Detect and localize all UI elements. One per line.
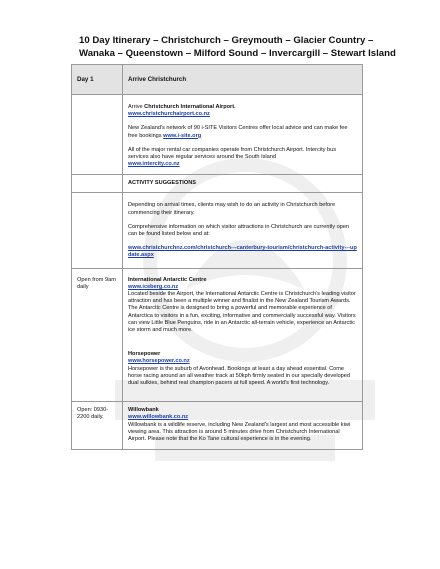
activity-heading: ACTIVITY SUGGESTIONS <box>123 175 363 193</box>
isite-link[interactable]: www.i-site.org <box>163 132 202 139</box>
activity-update-link[interactable]: www.christchurchnz.com/christchurch---canterbury-tourism/christchurch-activity---update.aspx <box>128 245 357 259</box>
antarctic-cell <box>123 268 363 402</box>
willowbank-row <box>72 402 363 450</box>
title-line-1: 10 Day Itinerary – Christchurch – Greymouth – Glacier Country – <box>79 35 374 46</box>
antarctic-name: International Antarctic Centre <box>128 276 207 283</box>
willowbank-name: Willowbank <box>128 407 159 414</box>
day-heading: Arrive Christchurch <box>123 65 363 95</box>
horsepower-link[interactable]: www.horsepower.co.nz <box>128 358 190 365</box>
day-header-row <box>72 65 363 95</box>
horsepower-desc: Horsepower is the suburb of Avonhead. Bookings at least a day ahead essential. Come horse racing around an all weather track at 50kph firmly seated in our specially developed dual sulkies, behind real champion pacers at full speed. A world's first technology. <box>128 365 351 387</box>
willowbank-cell <box>123 402 363 450</box>
intercity-link[interactable]: www.intercity.co.nz <box>128 161 180 168</box>
airport-link[interactable]: www.christchurchairport.co.nz <box>128 111 210 118</box>
title-line-2: Wanaka – Queenstown – Milford Sound – Invercargill – Stewart Island <box>79 48 396 59</box>
activity-cell <box>123 193 363 268</box>
willowbank-desc: Willowbank is a wildlife reserve, including New Zealand's largest and most accessible kiwi viewing area. This attraction is around 5 minutes drive from Christchurch International Airport. Please note that the Ko Tane cultural experience is in the evening. <box>128 421 351 443</box>
iceberg-link[interactable]: www.iceberg.co.nz <box>128 283 179 290</box>
activity-heading-row <box>72 175 363 193</box>
rental-text: All of the major rental car companies operate from Christchurch Airport. Intercity bus services also have regular services around the South Island <box>128 146 336 161</box>
document-title <box>79 34 409 60</box>
arrival-row <box>72 95 363 175</box>
willowbank-link[interactable]: www.willowbank.co.nz <box>128 414 189 421</box>
activity-row <box>72 193 363 268</box>
arrive-prefix: Arrive <box>128 104 143 110</box>
arrive-place: Christchurch International Airport. <box>144 104 236 110</box>
arrival-cell <box>123 95 363 175</box>
day-label: Day 1 <box>72 65 123 95</box>
antarctic-row <box>72 268 363 402</box>
activity-info: Comprehensive information on which visitor attractions in Christchurch are currently open can be found listed below and at: <box>128 223 350 238</box>
antarctic-hours: Open from 9am daily <box>72 268 123 402</box>
horsepower-name: Horsepower <box>128 351 161 358</box>
antarctic-desc: Located beside the Airport, the International Antarctic Centre is Christchurch's leading visitor attraction and has been a multiple winner and finalist in the New Zealand Tourism Awards. The Antarctic Centre is designed to bring a powerful and memorable experience of Antarctica to visitors in a fun, exciting, informative and commercially successful way. Visitors can view Little Blue Penguins, ride in an Antarctic all-terrain vehicle, experience an Antarctic ice storm and much more. <box>128 291 356 334</box>
activity-intro: Depending on arrival times, clients may wish to do an activity in Christchurch before commencing their itinerary. <box>128 202 336 216</box>
itinerary-table <box>71 64 363 450</box>
isite-text: New Zealand's network of 90 i-SITE Visitors Centres offer local advice and can make fee free bookings <box>128 125 348 139</box>
willowbank-hours: Open: 0930-2200 daily. <box>72 402 123 450</box>
